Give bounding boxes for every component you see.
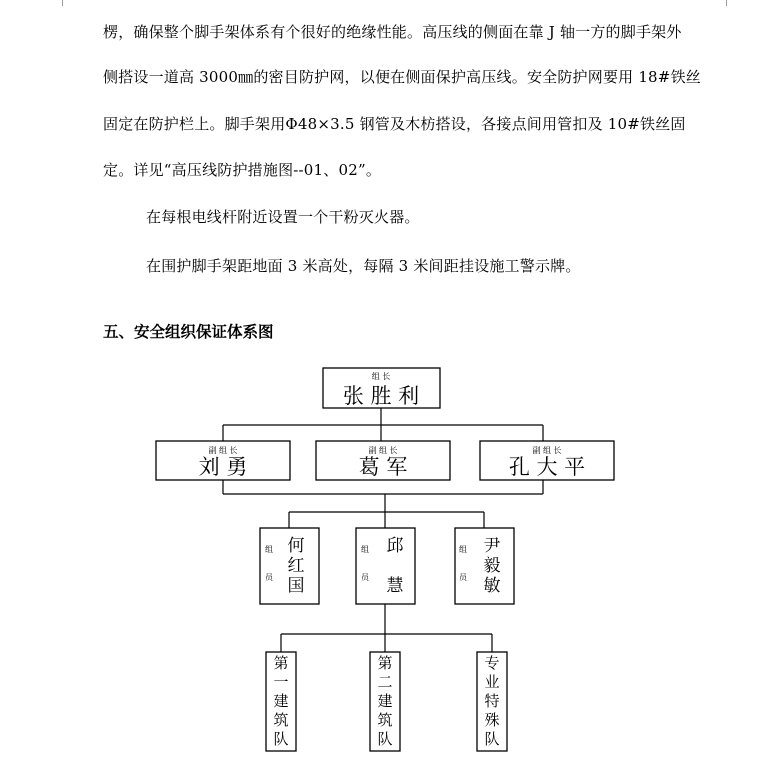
- team-name: 专: [484, 654, 500, 672]
- member-title: 组: [459, 545, 467, 554]
- paragraph-line-1: 楞，确保整个脚手架体系有个很好的绝缘性能。高压线的侧面在靠 J 轴一方的脚手架外: [103, 23, 682, 41]
- deputy-name: 葛 军: [358, 455, 408, 479]
- org-deputy-box-3: [480, 441, 614, 480]
- team-name: 业: [484, 673, 500, 691]
- leader-name: 张 胜 利: [342, 384, 420, 408]
- paragraph-warning-signs: 在围护脚手架距地面 3 米高处，每隔 3 米间距挂设施工警示牌。: [146, 257, 581, 275]
- member-name: 红: [287, 556, 305, 576]
- leader-title: 组 长: [371, 372, 391, 381]
- org-member-box-2: [356, 528, 415, 604]
- team-name: 队: [484, 730, 500, 748]
- org-member-box-3: [455, 528, 514, 604]
- org-member-box-1: [260, 528, 319, 604]
- team-name: 特: [484, 692, 500, 710]
- team-name: 建: [377, 692, 393, 710]
- org-deputy-box-1: [156, 441, 290, 480]
- team-name: 殊: [484, 711, 500, 729]
- member-title: 组: [361, 545, 369, 554]
- paragraph-line-4: 定。详见“高压线防护措施图--01、02”。: [103, 161, 382, 179]
- member-title: 组: [265, 545, 273, 554]
- member-name: 敏: [483, 576, 501, 596]
- member-title: 员: [459, 573, 467, 582]
- paragraph-line-3: 固定在防护栏上。脚手架用Φ48×3.5 钢管及木枋搭设，各接点间用管扣及 10#铁丝固: [103, 115, 686, 133]
- paragraph-line-2: 侧搭设一道高 3000㎜的密目防护网，以便在侧面保护高压线。安全防护网要用 18#铁丝: [103, 68, 701, 86]
- team-name: 一: [273, 673, 289, 691]
- member-name: 何: [287, 536, 305, 556]
- team-name: 建: [273, 692, 289, 710]
- deputy-title: 副 组 长: [532, 446, 562, 455]
- member-name: 邱: [386, 536, 404, 556]
- org-team-box-2: [370, 652, 400, 751]
- member-name: 慧: [386, 576, 404, 596]
- org-team-box-3: [477, 652, 507, 751]
- org-team-box-1: [266, 652, 296, 751]
- section-heading: 五、安全组织保证体系图: [103, 323, 274, 341]
- member-name: 毅: [483, 556, 501, 576]
- member-name: 尹: [483, 536, 501, 556]
- team-name: 第: [377, 654, 393, 672]
- team-name: 第: [273, 654, 289, 672]
- member-title: 员: [361, 573, 369, 582]
- deputy-name: 孔 大 平: [508, 455, 586, 479]
- deputy-title: 副 组 长: [208, 446, 238, 455]
- deputy-title: 副 组 长: [368, 446, 398, 455]
- team-name: 二: [377, 673, 393, 691]
- member-title: 员: [265, 573, 273, 582]
- org-deputy-box-2: [316, 441, 450, 480]
- team-name: 队: [273, 730, 289, 748]
- member-name: 国: [287, 576, 305, 596]
- team-name: 筑: [273, 711, 289, 729]
- org-leader-box: [323, 368, 440, 408]
- deputy-name: 刘 勇: [198, 455, 248, 479]
- paragraph-extinguisher: 在每根电线杆附近设置一个干粉灭火器。: [146, 208, 420, 226]
- team-name: 队: [377, 730, 393, 748]
- team-name: 筑: [377, 711, 393, 729]
